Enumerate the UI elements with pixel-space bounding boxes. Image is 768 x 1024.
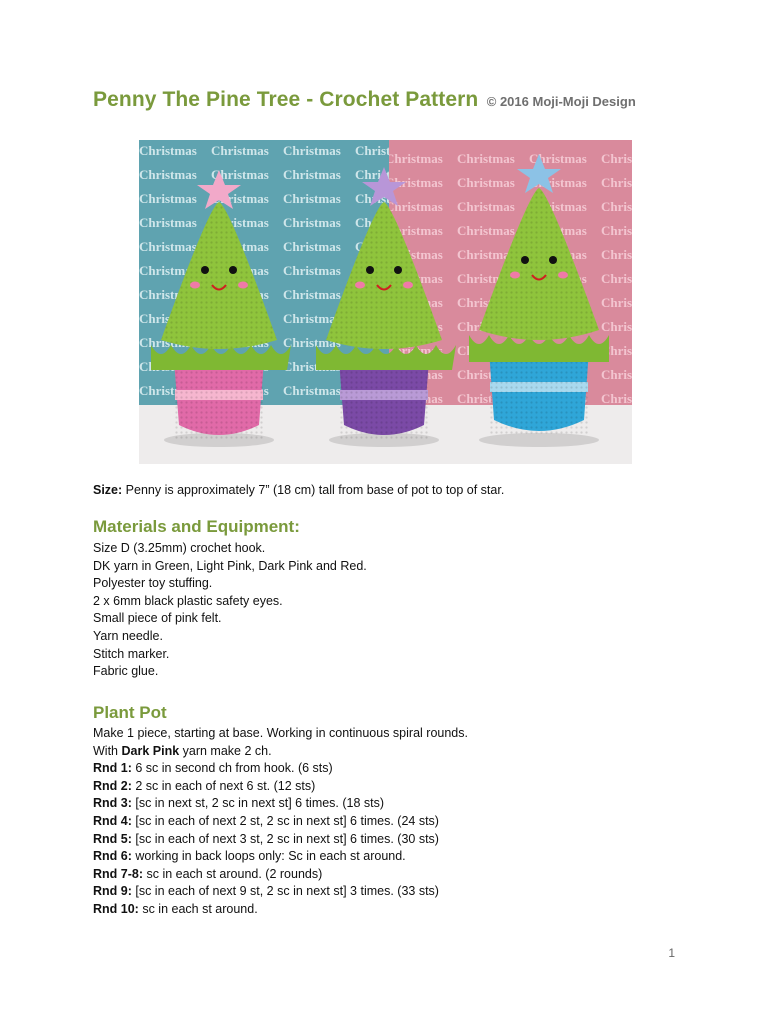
round-text: sc in each st around. xyxy=(138,901,258,916)
eye-right xyxy=(394,266,402,274)
materials-heading: Materials and Equipment: xyxy=(93,517,300,536)
round-label: Rnd 3: xyxy=(93,796,132,811)
cheek-right xyxy=(238,282,248,289)
page-title: Penny The Pine Tree - Crochet Pattern xyxy=(93,88,479,111)
round-text: 2 sc in each of next 6 st. (12 sts) xyxy=(131,778,316,793)
material-item: DK yarn in Green, Light Pink, Dark Pink and Red. xyxy=(93,558,367,573)
round-text: 6 sc in second ch from hook. (6 sts) xyxy=(131,761,333,776)
cheek-left xyxy=(190,282,200,289)
round-text: [sc in each of next 9 st, 2 sc in next st] 3 times. (33 sts) xyxy=(131,884,439,899)
round-text: working in back loops only: Sc in each st around. xyxy=(131,849,406,864)
eye-left xyxy=(521,256,529,264)
round-instruction xyxy=(93,883,468,901)
round-text: sc in each st around. (2 rounds) xyxy=(143,866,323,881)
round-instruction xyxy=(93,813,468,831)
round-text: [sc in each of next 3 st, 2 sc in next st] 6 times. (30 sts) xyxy=(131,831,439,846)
round-label: Rnd 7-8: xyxy=(93,866,143,881)
round-label: Rnd 1: xyxy=(93,761,132,776)
product-photo xyxy=(139,140,632,464)
shadow xyxy=(479,433,599,447)
round-instruction xyxy=(93,901,468,919)
plant-pot-intro: Make 1 piece, starting at base. Working in continuous spiral rounds. xyxy=(93,726,468,740)
cheek-left xyxy=(355,282,365,289)
cheek-right xyxy=(558,272,568,279)
pot-texture xyxy=(489,350,589,435)
eye-right xyxy=(549,256,557,264)
size-line xyxy=(93,483,504,497)
cheek-left xyxy=(510,272,520,279)
material-item: Polyester toy stuffing. xyxy=(93,576,213,591)
material-item: Yarn needle. xyxy=(93,628,163,643)
eye-left xyxy=(366,266,374,274)
size-label: Size: xyxy=(93,483,123,497)
material-item: Small piece of pink felt. xyxy=(93,611,222,626)
copyright-note: © 2016 Moji-Moji Design xyxy=(486,94,636,109)
round-label: Rnd 2: xyxy=(93,778,132,793)
pot-texture xyxy=(339,360,429,440)
round-label: Rnd 5: xyxy=(93,831,132,846)
plant-pot-instructions xyxy=(93,725,468,919)
eye-left xyxy=(201,266,209,274)
round-label: Rnd 9: xyxy=(93,884,132,899)
rounds-list xyxy=(93,760,468,918)
yarn-pre: With xyxy=(93,743,122,758)
material-item: 2 x 6mm black plastic safety eyes. xyxy=(93,593,283,608)
round-label: Rnd 6: xyxy=(93,849,132,864)
cheek-right xyxy=(403,282,413,289)
yarn-line xyxy=(93,743,468,761)
size-text: Penny is approximately 7” (18 cm) tall from base of pot to top of star. xyxy=(122,483,505,497)
title-line xyxy=(93,88,636,112)
material-item: Size D (3.25mm) crochet hook. xyxy=(93,541,266,555)
round-instruction xyxy=(93,795,468,813)
plant-pot-heading: Plant Pot xyxy=(93,703,167,722)
pot-texture xyxy=(174,360,264,440)
round-instruction xyxy=(93,866,468,884)
material-item: Fabric glue. xyxy=(93,664,159,679)
materials-list xyxy=(93,540,367,681)
round-text: [sc in each of next 2 st, 2 sc in next st] 6 times. (24 sts) xyxy=(131,813,439,828)
page-number: 1 xyxy=(668,946,675,960)
round-text: [sc in next st, 2 sc in next st] 6 times. (18 sts) xyxy=(131,796,385,811)
round-instruction xyxy=(93,778,468,796)
yarn-post: yarn make 2 ch. xyxy=(179,743,272,758)
yarn-color: Dark Pink xyxy=(121,743,180,758)
round-instruction xyxy=(93,760,468,778)
round-label: Rnd 4: xyxy=(93,813,132,828)
material-item: Stitch marker. xyxy=(93,646,170,661)
round-instruction xyxy=(93,831,468,849)
round-label: Rnd 10: xyxy=(93,901,139,916)
round-instruction xyxy=(93,848,468,866)
eye-right xyxy=(229,266,237,274)
